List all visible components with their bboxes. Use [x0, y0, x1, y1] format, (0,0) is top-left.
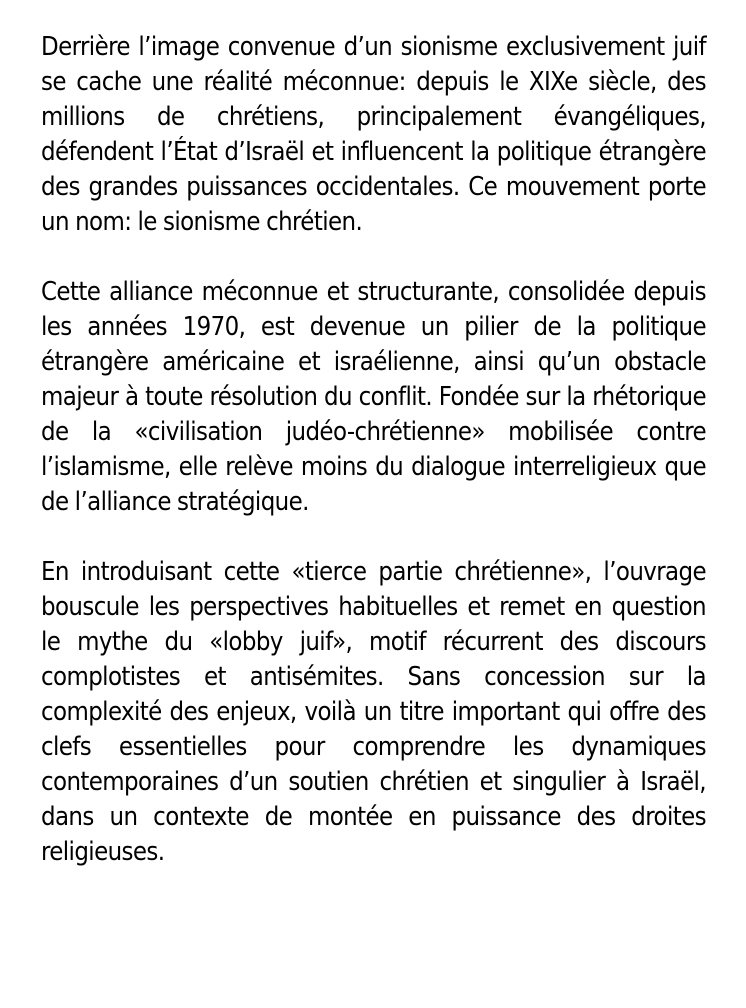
paragraph-conclusion: En introduisant cette «tierce partie chrétienne», l’ouvrage bouscule les perspectives habituelles et remet en question le mythe du «lobby juif», motif récurrent des discours complotistes et antisémites. Sans concession sur la complexité des enjeux, voilà un titre important qui offre des clefs essentielles pour comprendre les dynamiques contemporaines d’un soutien chrétien et singulier à Israël, dans un contexte de montée en puissance des droites religieuses.: [41, 557, 706, 867]
paragraph-intro: Derrière l’image convenue d’un sionisme exclusivement juif se cache une réalité méconnue: depuis le XIXe siècle, des millions de chrétiens, principalement évangéliques, défendent l’État d’Israël et influencent la politique étrangère des grandes puissances occidentales. Ce mouvement porte un nom: le sionisme chrétien.: [41, 32, 706, 237]
paragraph-alliance: Cette alliance méconnue et structurante, consolidée depuis les années 1970, est devenue un pilier de la politique étrangère américaine et israélienne, ainsi qu’un obstacle majeur à toute résolution du conflit. Fondée sur la rhétorique de la «civilisation judéo-chrétienne» mobilisée contre l’islamisme, elle relève moins du dialogue interreligieux que de l’alliance stratégique.: [41, 277, 706, 517]
book-back-cover-text: [41, 30, 706, 870]
